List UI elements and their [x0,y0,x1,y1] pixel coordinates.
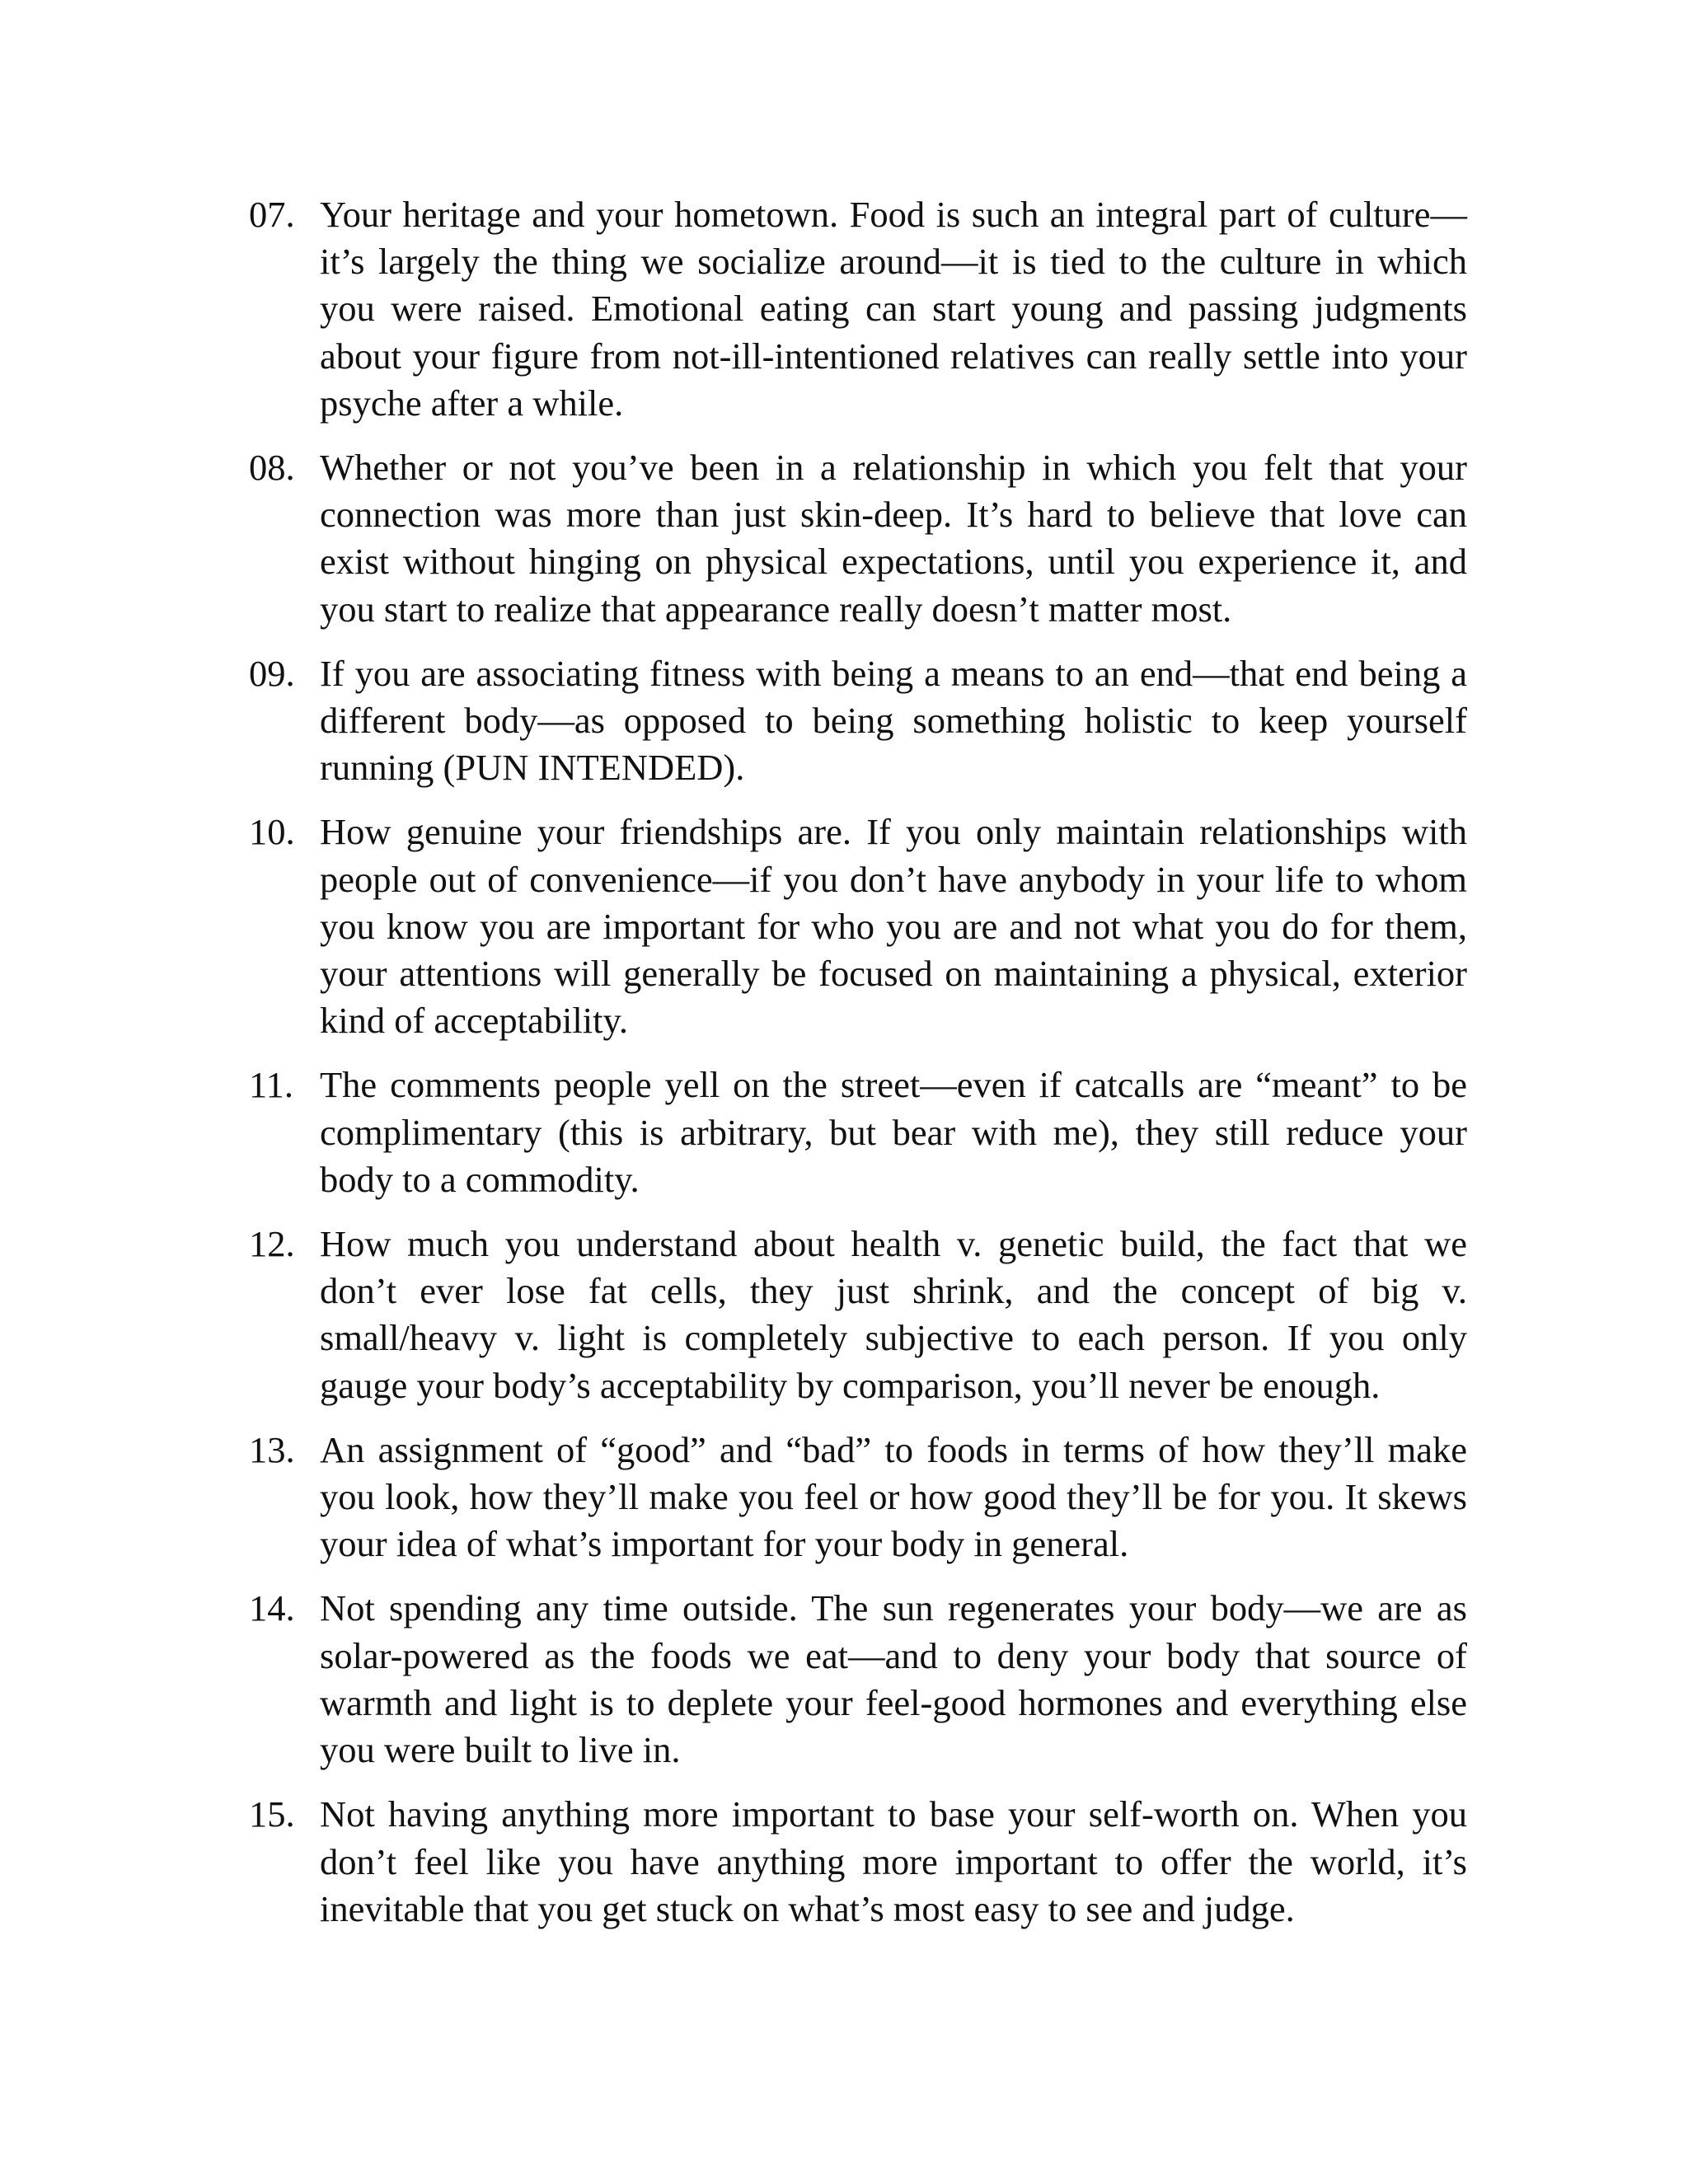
list-item-text: Your heritage and your hometown. Food is such an integral part of culture—it’s largely the thing we socialize around—it is tied to the culture in which you were raised. Emotional eating can start young and passing judgments about your figure from not-ill-intentioned relatives can really settle into your psyche after a while. [320,194,1467,424]
list-item-text: An assignment of “good” and “bad” to foods in terms of how they’ll make you look, how they’ll make you feel or how good they’ll be for you. It skews your idea of what’s important for your body in general. [320,1428,1467,1565]
list-item-number: 14. [249,1587,295,1629]
list-item [249,1427,1467,1568]
list-item-number: 11. [249,1064,293,1106]
list-item [249,1585,1467,1774]
list-item [249,191,1467,427]
list-item-number: 07. [249,194,295,235]
list-item-number: 13. [249,1428,295,1470]
list-item-text: Not having anything more important to base your self-worth on. When you don’t feel like you have anything more important to offer the world, it’s inevitable that you get stuck on what’s most easy to see and judge. [320,1793,1467,1929]
list-item-text: How genuine your friendships are. If you only maintain relationships with people out of convenience—if you don’t have anybody in your life to whom you know you are important for who you are and not what you do for them, your attentions will generally be focused on maintaining a physical, exterior kind of acceptability. [320,811,1467,1042]
list-item-text: Whether or not you’ve been in a relationship in which you felt that your connection was more than just skin-deep. It’s hard to believe that love can exist without hinging on physical expectations, until you experience it, and you start to realize that appearance really doesn’t matter most. [320,447,1467,630]
numbered-list [249,191,1467,1950]
list-item-text: Not spending any time outside. The sun regenerates your body—we are as solar-powered as the foods we eat—and to deny your body that source of warmth and light is to deplete your feel-good hormones and everything else you were built to live in. [320,1587,1467,1771]
list-item [249,444,1467,633]
list-item-number: 10. [249,811,295,853]
list-item [249,1221,1467,1409]
list-item-text: How much you understand about health v. genetic build, the fact that we don’t ever lose fat cells, they just shrink, and the concept of big v. small/heavy v. light is completely subjective to each person. If you only gauge your body’s acceptability by comparison, you’ll never be enough. [320,1223,1467,1406]
list-item-text: If you are associating fitness with being a means to an end—that end being a different body—as opposed to being something holistic to keep yourself running (PUN INTENDED). [320,652,1467,789]
list-item-text: The comments people yell on the street—even if catcalls are “meant” to be complimentary (this is arbitrary, but bear with me), they still reduce your body to a commodity. [320,1064,1467,1200]
list-item [249,808,1467,1044]
list-item-number: 12. [249,1223,295,1265]
list-item [249,1062,1467,1203]
list-item-number: 08. [249,447,295,489]
list-item-number: 15. [249,1793,295,1835]
list-item [249,1791,1467,1933]
list-item-number: 09. [249,652,295,694]
list-item [249,650,1467,792]
